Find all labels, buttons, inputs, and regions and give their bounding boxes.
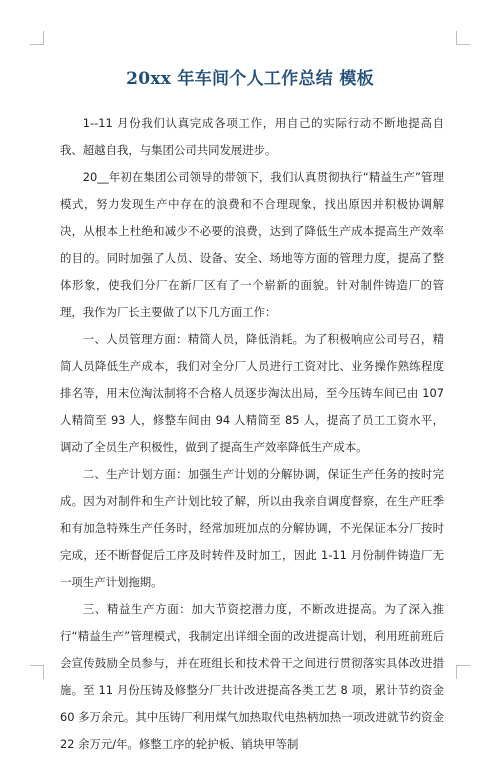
paragraph-production-plan: 二、生产计划方面：加强生产计划的分解协调，保证生产任务的按时完成。因为对制件和生产计划比较了解，所以由我亲自调度督察，在生产旺季和有加急特殊生产任务时，经常加班加点的分解协调，不光保证本分厂按时完成，还不断督促后工序及时转件及时加工，因此 1-11 月份制件铸造厂无一项生产计划拖期。 — [60, 467, 444, 589]
crop-mark-top-left-v — [43, 31, 44, 45]
crop-mark-bottom-right-v — [456, 665, 457, 679]
crop-mark-bottom-left-v — [43, 665, 44, 679]
crop-mark-top-right-v — [456, 31, 457, 45]
crop-mark-bottom-right-h — [456, 665, 470, 666]
crop-mark-bottom-left-h — [30, 665, 44, 666]
document-body — [60, 110, 444, 758]
document-title: 20xx 年车间个人工作总结 模板 — [126, 69, 374, 89]
paragraph-lean-production: 三、精益生产方面：加大节资挖潜力度，不断改进提高。为了深入推行“精益生产”管理模式，我制定出详细全面的改进提高计划，利用班前班后会宣传鼓励全员参与，并在班组长和技术骨干之间进行贯彻落实具体改进措施。至 11 月份压铸及修整分厂共计改进提高各类工艺 8 项，累计节约资金 60 多万余元。其中压铸厂利用煤气加热取代电热柄加热一项改进就节约资金 22 余万元/年。修整工序的轮护板、销块甲等制 — [60, 602, 444, 751]
paragraph-overview: 20__年初在集团公司领导的带领下，我们认真贯彻执行“精益生产”管理模式，努力发现生产中存在的浪费和不合理现象，找出原因并积极协调解决，从根本上杜绝和减少不必要的浪费，达到了降低生产成本提高生产效率的目的。同时加强了人员、设备、安全、场地等方面的管理力度，提高了整体形象，使我们分厂在新厂区有了一个崭新的面貌。针对制件铸造厂的管理，我作为厂长主要做了以下几方面工作： — [60, 170, 444, 319]
paragraph-intro: 1--11 月份我们认真完成各项工作，用自己的实际行动不断地提高自我、超越自我，与集团公司共同发展进步。 — [60, 116, 444, 157]
crop-mark-top-right-h — [456, 44, 470, 45]
paragraph-personnel: 一、人员管理方面：精简人员，降低消耗。为了积极响应公司号召，精简人员降低生产成本，我们对全分厂人员进行工资对比、业务操作熟练程度排名等，用末位淘汰制将不合格人员逐步淘汰出局，至今压铸车间已由 107 人精简至 93 人，修整车间由 94 人精简至 85 人，提高了员工工资水平，调动了全员生产积极性，做到了提高生产效率降低生产成本。 — [60, 332, 444, 454]
crop-mark-top-left-h — [30, 44, 44, 45]
